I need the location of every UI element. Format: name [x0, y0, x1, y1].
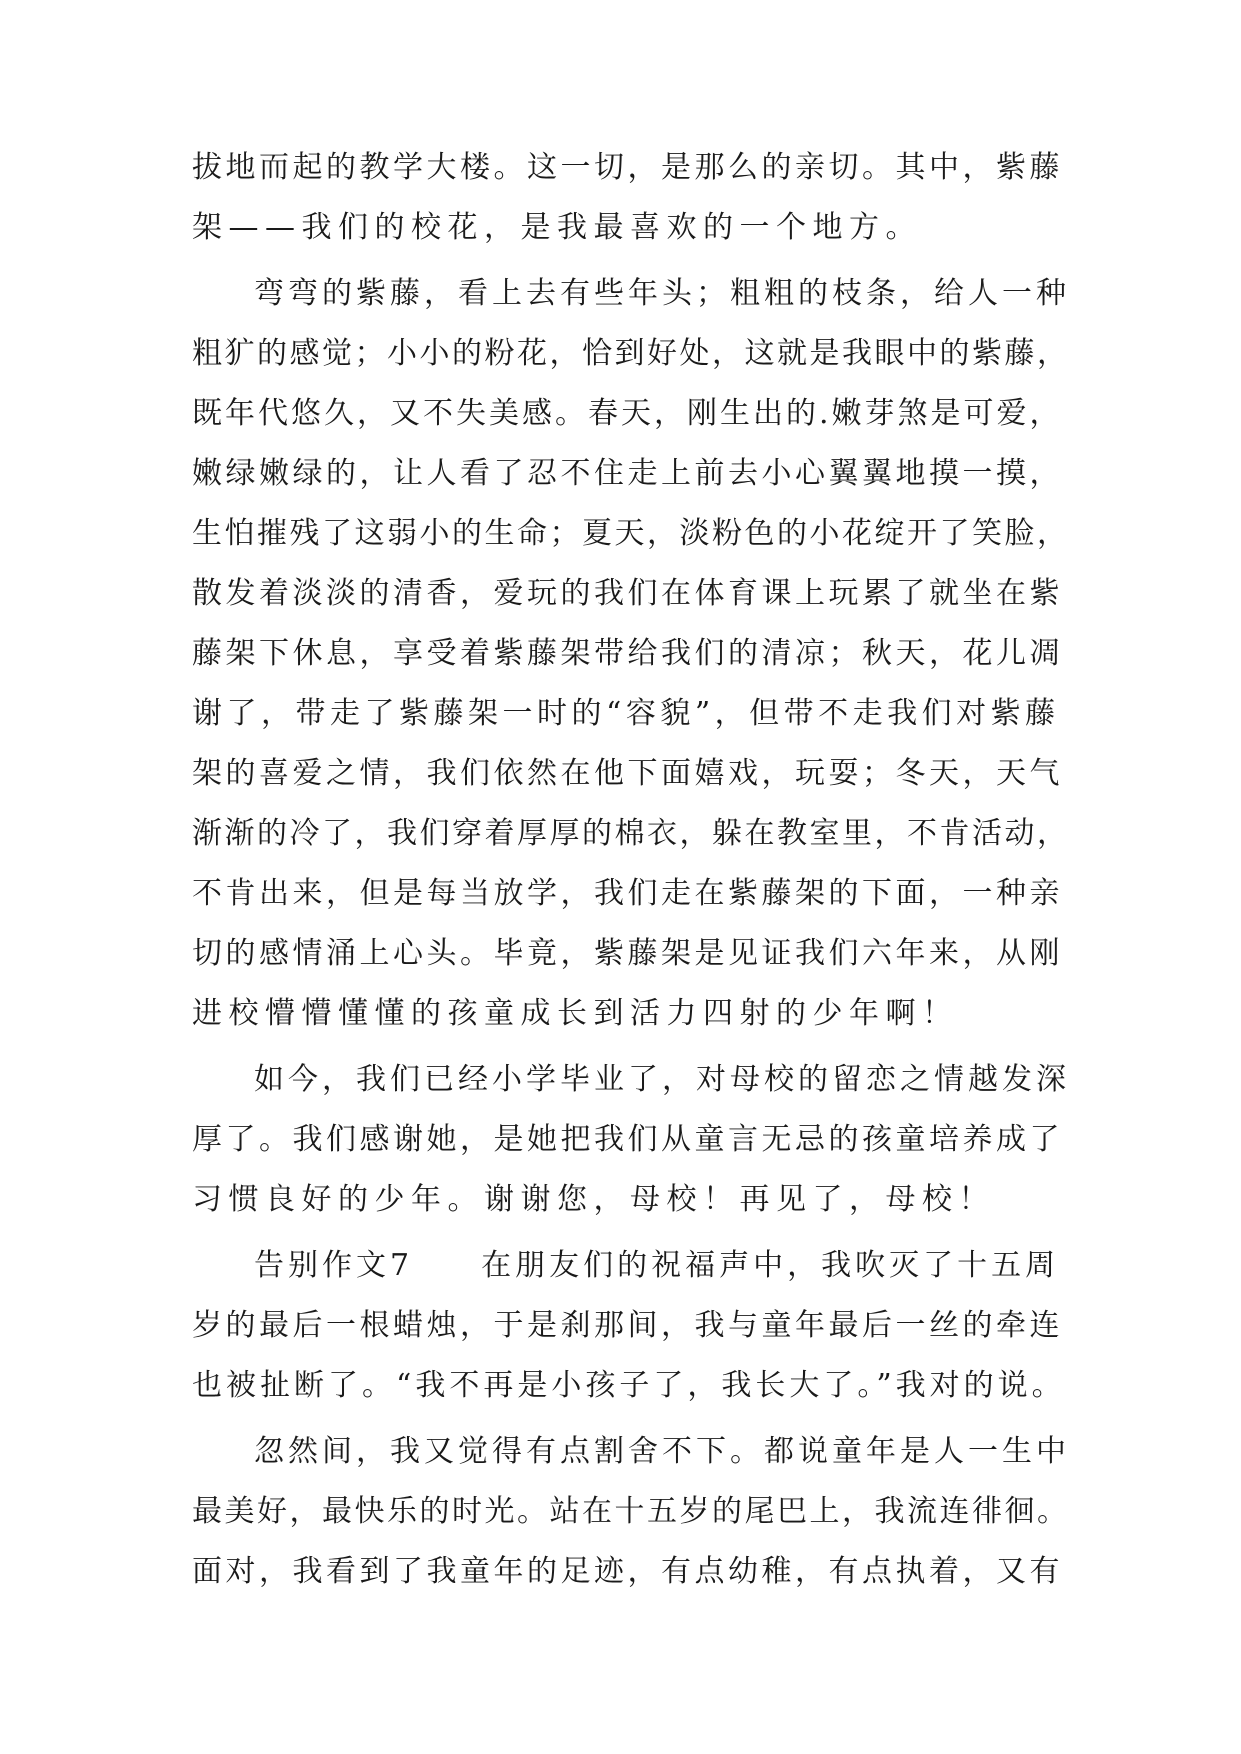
text-line: 渐渐的冷了，我们穿着厚厚的棉衣，躲在教室里，不肯活动，	[192, 816, 1070, 851]
text-line: 最美好，最快乐的时光。站在十五岁的尾巴上，我流连徘徊。	[192, 1494, 1070, 1529]
text-line: 也被扯断了。“我不再是小孩子了，我长大了。”我对的说。	[192, 1368, 1066, 1403]
text-line: 架——我们的校花，是我最喜欢的一个地方。	[192, 210, 922, 245]
text-line: 谢了，带走了紫藤架一时的“容貌”，但带不走我们对紫藤	[192, 696, 1060, 731]
text-line: 架的喜爱之情，我们依然在他下面嬉戏，玩耍；冬天，天气	[192, 756, 1063, 791]
text-line: 弯弯的紫藤，看上去有些年头；粗粗的枝条，给人一种	[254, 276, 1070, 311]
text-line: 面对，我看到了我童年的足迹，有点幼稚，有点执着，又有	[192, 1554, 1063, 1589]
text-line: 生怕摧残了这弱小的生命；夏天，淡粉色的小花绽开了笑脸，	[192, 516, 1070, 551]
text-line: 岁的最后一根蜡烛，于是刹那间，我与童年最后一丝的牵连	[192, 1308, 1063, 1343]
text-line: 习惯良好的少年。谢谢您，母校！再见了，母校！	[192, 1182, 995, 1217]
text-line: 厚了。我们感谢她，是她把我们从童言无忌的孩童培养成了	[192, 1122, 1063, 1157]
text-line: 散发着淡淡的清香，爱玩的我们在体育课上玩累了就坐在紫	[192, 576, 1063, 611]
text-line: 拔地而起的教学大楼。这一切，是那么的亲切。其中，紫藤	[192, 150, 1063, 185]
text-line: 粗犷的感觉；小小的粉花，恰到好处，这就是我眼中的紫藤，	[192, 336, 1070, 371]
text-line: 藤架下休息，享受着紫藤架带给我们的清凉；秋天，花儿凋	[192, 636, 1063, 671]
text-line: 既年代悠久，又不失美感。春天，刚生出的.嫩芽煞是可爱，	[192, 396, 1063, 431]
text-line: 嫩绿嫩绿的，让人看了忍不住走上前去小心翼翼地摸一摸，	[192, 456, 1063, 491]
text-line: 切的感情涌上心头。毕竟，紫藤架是见证我们六年来，从刚	[192, 936, 1063, 971]
text-line: 告别作文7 在朋友们的祝福声中，我吹灭了十五周	[254, 1248, 1060, 1283]
text-line: 如今，我们已经小学毕业了，对母校的留恋之情越发深	[254, 1062, 1070, 1097]
text-line: 不肯出来，但是每当放学，我们走在紫藤架的下面，一种亲	[192, 876, 1063, 911]
text-line: 忽然间，我又觉得有点割舍不下。都说童年是人一生中	[254, 1434, 1070, 1469]
text-line: 进校懵懵懂懂的孩童成长到活力四射的少年啊！	[192, 996, 959, 1031]
